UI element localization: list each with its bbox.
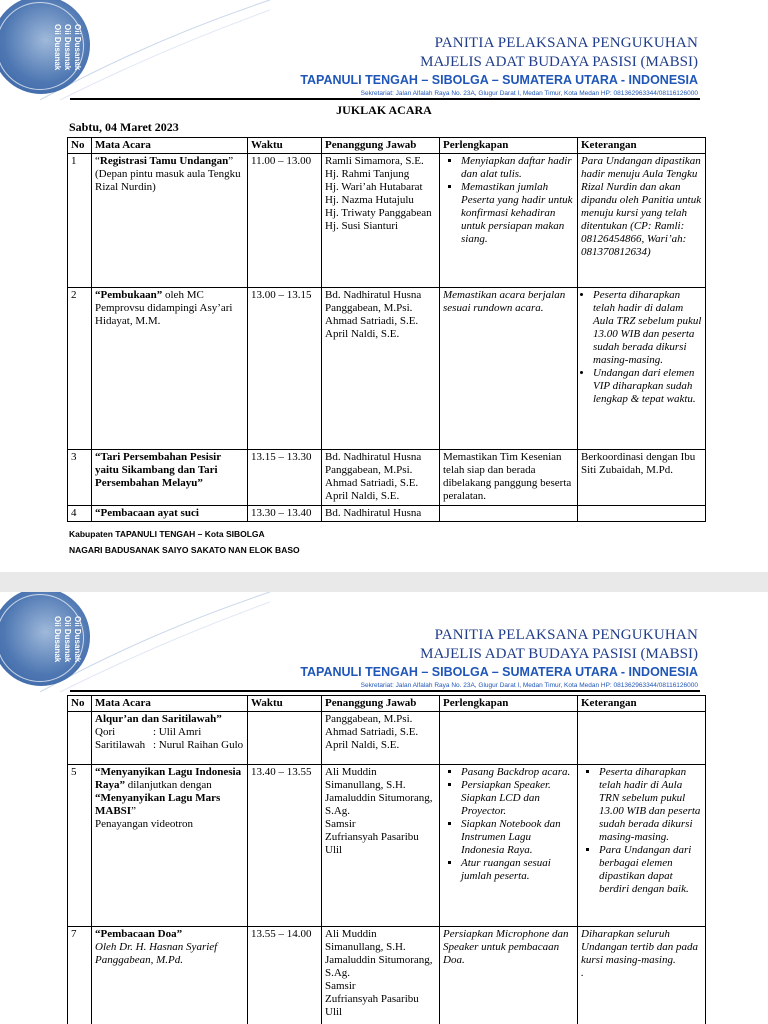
column-header: No [68, 696, 92, 712]
letterhead-line1: PANITIA PELAKSANA PENGUKUHAN [434, 627, 698, 643]
row-number: 5 [68, 765, 92, 927]
letterhead [300, 626, 698, 690]
table-row [68, 154, 706, 288]
pic-cell: Ramli Simamora, S.E. Hj. Rahmi Tanjung Hj. Wari’ah Hutabarat Hj. Nazma Hutajulu Hj. Triwaty Panggabean Hj. Susi Sianturi [322, 154, 440, 288]
time-cell: 13.15 – 13.30 [248, 450, 322, 506]
column-header: Waktu [248, 696, 322, 712]
column-header: Mata Acara [92, 138, 248, 154]
equipment-cell [440, 154, 578, 288]
document-title: JUKLAK ACARA [336, 103, 432, 117]
list-item: ▪ Memastikan jumlah Peserta yang hadir untuk konfirmasi kehadiran untuk persiapan makan siang. [461, 181, 574, 246]
list-item: • Undangan dari elemen VIP diharapkan sudah lengkap & tepat waktu. [593, 367, 702, 406]
column-header: No [68, 138, 92, 154]
schedule-table [67, 695, 706, 1024]
logo-text: Oii Dusanak Oii Dusanak Oii Dusanak [53, 24, 82, 71]
table-row [68, 927, 706, 1024]
notes-cell [578, 288, 706, 450]
list-item: ▪ Siapkan Notebook dan Instrumen Lagu Indonesia Raya. [461, 818, 574, 857]
letterhead-line2: MAJELIS ADAT BUDAYA PASISI (MABSI) [420, 646, 698, 662]
list-item: ▪ Atur ruangan sesuai jumlah peserta. [461, 857, 574, 883]
schedule-table [67, 137, 706, 522]
equipment-cell [440, 765, 578, 927]
time-cell: 13.55 – 14.00 [248, 927, 322, 1024]
table-row [68, 288, 706, 450]
agenda-cell: “Pembukaan” oleh MC Pemprovsu didampingi Asy’ari Hidayat, M.M. [92, 288, 248, 450]
letterhead-line1: PANITIA PELAKSANA PENGUKUHAN [434, 35, 698, 51]
equipment-cell: Memastikan Tim Kesenian telah siap dan berada dibelakang panggung beserta peralatan. [440, 450, 578, 506]
row-number: 7 [68, 927, 92, 1024]
table-row [68, 450, 706, 506]
page-footer: Kabupaten TAPANULI TENGAH – Kota SIBOLGA NAGARI BADUSANAK SAIYO SAKATO NAN ELOK BASO [69, 529, 300, 555]
list-item: ▪ Menyiapkan daftar hadir dan alat tulis. [461, 155, 574, 181]
table-row [68, 765, 706, 927]
notes-cell: Para Undangan dipastikan hadir menuju Aula Tengku Rizal Nurdin dan akan dipandu oleh Panitia untuk menuju kursi yang telah ditentukan (CP: Ramli: 08126454866, Wari’ah: 081370812634) [578, 154, 706, 288]
pic-cell: Ali Muddin Simanullang, S.H. Jamaluddin Situmorang, S.Ag. Samsir Zufriansyah Pasaribu Ulil [322, 765, 440, 927]
row-number: 3 [68, 450, 92, 506]
equipment-cell: Memastikan acara berjalan sesuai rundown acara. [440, 288, 578, 450]
row-number: 4 [68, 506, 92, 522]
agenda-cell: Alqur’an dan Saritilawah” Qori : Ulil Amri Saritilawah : Nurul Raihan Gulo [92, 712, 248, 765]
agenda-cell: “Registrasi Tamu Undangan” (Depan pintu masuk aula Tengku Rizal Nurdin) [92, 154, 248, 288]
pic-cell: Bd. Nadhiratul Husna [322, 506, 440, 522]
time-cell: 11.00 – 13.00 [248, 154, 322, 288]
letterhead-address: Sekretariat: Jalan Alfalah Raya No. 23A, Glugur Darat I, Medan Timur, Kota Medan HP: 081362963344/08116126000 [360, 682, 698, 689]
column-header: Penanggung Jawab [322, 138, 440, 154]
time-cell: 13.40 – 13.55 [248, 765, 322, 927]
letterhead [300, 34, 698, 98]
header-rule [70, 690, 700, 692]
time-cell: 13.30 – 13.40 [248, 506, 322, 522]
list-item: ▪ Para Undangan dari berbagai elemen dipastikan dapat berdiri dengan baik. [599, 844, 702, 896]
agenda-cell: “Pembacaan Doa” Oleh Dr. H. Hasnan Syarief Panggabean, M.Pd. [92, 927, 248, 1024]
column-header: Waktu [248, 138, 322, 154]
row-number: 1 [68, 154, 92, 288]
table-header-row [68, 696, 706, 712]
pic-cell: Panggabean, M.Psi. Ahmad Satriadi, S.E. April Naldi, S.E. [322, 712, 440, 765]
equipment-cell [440, 506, 578, 522]
page-gap [0, 572, 768, 592]
letterhead-line3: TAPANULI TENGAH – SIBOLGA – SUMATERA UTARA - INDONESIA [300, 73, 698, 87]
letterhead-address: Sekretariat: Jalan Alfalah Raya No. 23A, Glugur Darat I, Medan Timur, Kota Medan HP: 081362963344/08116126000 [360, 90, 698, 97]
agenda-cell: “Tari Persembahan Pesisir yaitu Sikambang dan Tari Persembahan Melayu” [92, 450, 248, 506]
row-number [68, 712, 92, 765]
list-item: • Peserta diharapkan telah hadir di dalam Aula TRZ sebelum pukul 13.00 WIB dan peserta sudah berada dikursi masing-masing. [593, 289, 702, 367]
document-date: Sabtu, 04 Maret 2023 [69, 120, 179, 134]
column-header: Keterangan [578, 696, 706, 712]
time-cell [248, 712, 322, 765]
column-header: Mata Acara [92, 696, 248, 712]
agenda-cell: “Pembacaan ayat suci [92, 506, 248, 522]
letterhead-line2: MAJELIS ADAT BUDAYA PASISI (MABSI) [420, 54, 698, 70]
time-cell: 13.00 – 13.15 [248, 288, 322, 450]
list-item: ▪ Pasang Backdrop acara. [461, 766, 574, 779]
list-item: ▪ Peserta diharapkan telah hadir di Aula TRN sebelum pukul 13.00 WIB dan peserta sudah berada dikursi masing-masing. [599, 766, 702, 844]
list-item: ▪ Persiapkan Speaker. Siapkan LCD dan Proyector. [461, 779, 574, 818]
header-rule [70, 98, 700, 100]
notes-cell [578, 506, 706, 522]
notes-cell [578, 712, 706, 765]
agenda-cell: “Menyanyikan Lagu Indonesia Raya” dilanjutkan dengan “Menyanyikan Lagu Mars MABSI” Penayangan videotron [92, 765, 248, 927]
notes-cell [578, 765, 706, 927]
table-header-row [68, 138, 706, 154]
pic-cell: Bd. Nadhiratul Husna Panggabean, M.Psi. Ahmad Satriadi, S.E. April Naldi, S.E. [322, 288, 440, 450]
column-header: Perlengkapan [440, 138, 578, 154]
pic-cell: Ali Muddin Simanullang, S.H. Jamaluddin Situmorang, S.Ag. Samsir Zufriansyah Pasaribu Ulil [322, 927, 440, 1024]
document-page-2 [0, 592, 768, 1024]
column-header: Perlengkapan [440, 696, 578, 712]
letterhead-line3: TAPANULI TENGAH – SIBOLGA – SUMATERA UTARA - INDONESIA [300, 665, 698, 679]
notes-cell: Berkoordinasi dengan Ibu Siti Zubaidah, M.Pd. [578, 450, 706, 506]
equipment-cell [440, 712, 578, 765]
table-row [68, 506, 706, 522]
row-number: 2 [68, 288, 92, 450]
pic-cell: Bd. Nadhiratul Husna Panggabean, M.Psi. Ahmad Satriadi, S.E. April Naldi, S.E. [322, 450, 440, 506]
logo-text: Oii Dusanak Oii Dusanak Oii Dusanak [53, 616, 82, 663]
column-header: Penanggung Jawab [322, 696, 440, 712]
notes-cell: Diharapkan seluruh Undangan tertib dan pada kursi masing-masing. . [578, 927, 706, 1024]
table-row [68, 712, 706, 765]
column-header: Keterangan [578, 138, 706, 154]
equipment-cell: Persiapkan Microphone dan Speaker untuk pembacaan Doa. [440, 927, 578, 1024]
